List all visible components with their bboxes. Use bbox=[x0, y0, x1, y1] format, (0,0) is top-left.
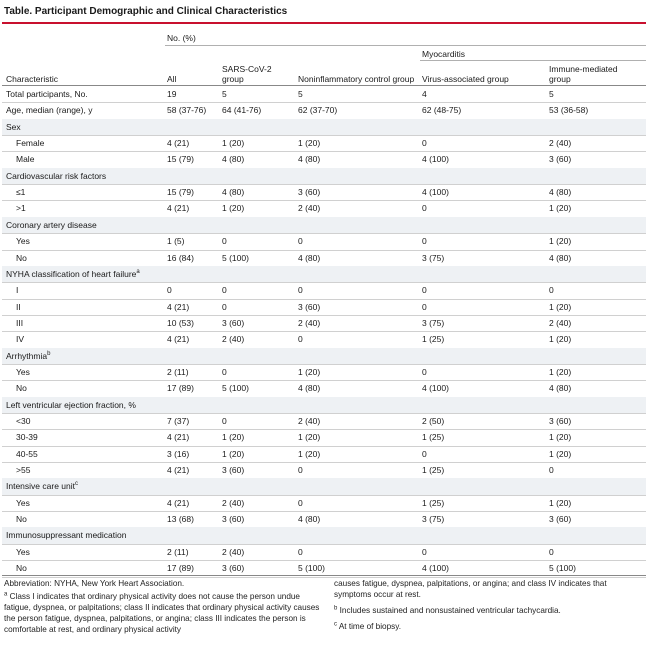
table-cell: 4 (21) bbox=[167, 334, 190, 345]
table-cell: 5 bbox=[549, 89, 554, 99]
section-label: Arrhythmia$^b$ bbox=[6, 350, 51, 361]
table-cell: 0 bbox=[422, 448, 427, 459]
section-row-bg bbox=[2, 348, 646, 364]
section-row-bg bbox=[2, 217, 646, 233]
table-cell: 2 (50) bbox=[422, 416, 445, 426]
footnote-marker: b bbox=[47, 350, 51, 357]
row-label: No bbox=[16, 383, 27, 394]
table-cell: 2 (40) bbox=[222, 334, 245, 345]
row-label: Male bbox=[16, 154, 35, 165]
row-divider bbox=[2, 511, 646, 512]
table-cell: 0 bbox=[422, 366, 427, 377]
row-label: Age, median (range), y bbox=[6, 105, 93, 116]
table-cell: 1 (20) bbox=[298, 448, 321, 459]
footnote-c: $^c$ At time of biopsy. bbox=[334, 621, 402, 631]
table-cell: 62 (37-70) bbox=[298, 105, 338, 116]
row-divider bbox=[2, 151, 646, 152]
row-divider bbox=[2, 135, 646, 136]
table-cell: 3 (60) bbox=[298, 187, 321, 198]
table-cell: 1 (20) bbox=[222, 138, 245, 149]
table-cell: 13 (68) bbox=[167, 514, 194, 525]
row-label: Total participants, No. bbox=[6, 89, 88, 99]
row-divider bbox=[2, 315, 646, 316]
row-label: >1 bbox=[16, 203, 26, 214]
table-cell: 4 (21) bbox=[167, 301, 190, 312]
table-cell: 1 (20) bbox=[549, 236, 572, 247]
table-cell: 62 (48-75) bbox=[422, 105, 462, 116]
table-cell: 1 (5) bbox=[167, 236, 185, 247]
header-sars: SARS-CoV-2 group bbox=[222, 64, 272, 84]
footnote-marker: c bbox=[74, 481, 78, 488]
table-cell: 1 (25) bbox=[422, 497, 445, 508]
table-cell: 3 (60) bbox=[298, 301, 321, 312]
table-cell: 1 (20) bbox=[549, 432, 572, 443]
table-cell: 3 (75) bbox=[422, 317, 445, 328]
table-cell: 4 (21) bbox=[167, 138, 190, 149]
table-cell: 3 (16) bbox=[167, 448, 190, 459]
table-cell: 4 (80) bbox=[549, 187, 572, 198]
table-cell: 0 bbox=[222, 301, 227, 312]
table-cell: 3 (60) bbox=[549, 416, 572, 426]
table-cell: 0 bbox=[549, 285, 554, 296]
table-cell: 4 (80) bbox=[549, 383, 572, 394]
table-cell: 1 (20) bbox=[298, 138, 321, 149]
row-divider bbox=[2, 380, 646, 381]
section-label: Cardiovascular risk factors bbox=[6, 170, 107, 181]
row-label: Female bbox=[16, 138, 45, 149]
table-cell: 2 (40) bbox=[222, 497, 245, 508]
table-cell: 0 bbox=[422, 285, 427, 296]
footnote-abbreviation: Abbreviation: NYHA, New York Heart Association. bbox=[4, 579, 185, 588]
row-label: ≤1 bbox=[16, 187, 26, 198]
table-cell: 4 (80) bbox=[222, 154, 245, 165]
row-label: Yes bbox=[16, 366, 30, 377]
row-divider bbox=[2, 429, 646, 430]
table-cell: 17 (89) bbox=[167, 563, 194, 574]
row-label: >55 bbox=[16, 465, 31, 476]
table-cell: 0 bbox=[298, 497, 303, 508]
footnote-a-continued: causes fatigue, dyspnea, palpitations, or angina; and class IV indicates that symptoms occur at rest. bbox=[334, 579, 607, 599]
table-cell: 4 (100) bbox=[422, 154, 449, 165]
footnote-a: $^a$ Class I indicates that ordinary physical activity does not cause the person undue fatigue, dyspnea, or palpitations; class II indicates that ordinary physical activity causes the person fatigue, dyspnea, palpitations, or angina; class III indicates the person is comfortable at rest, and ordinary physical activity bbox=[4, 591, 320, 634]
row-label: Yes bbox=[16, 546, 30, 557]
table-cell: 64 (41-76) bbox=[222, 105, 262, 116]
row-label: II bbox=[16, 301, 21, 312]
table-title: Table. Participant Demographic and Clinical Characteristics bbox=[4, 6, 288, 17]
table-cell: 4 (21) bbox=[167, 497, 190, 508]
row-divider bbox=[2, 299, 646, 300]
table-cell: 16 (84) bbox=[167, 252, 194, 263]
row-label: Yes bbox=[16, 497, 30, 508]
row-divider bbox=[2, 560, 646, 561]
table-cell: 0 bbox=[298, 236, 303, 247]
header-myocarditis: Myocarditis bbox=[422, 49, 465, 59]
table-cell: 0 bbox=[298, 334, 303, 345]
table-cell: 5 bbox=[298, 89, 303, 99]
table-cell: 0 bbox=[422, 301, 427, 312]
table-cell: 5 (100) bbox=[549, 563, 576, 574]
row-label: IV bbox=[16, 334, 25, 345]
table-cell: 1 (20) bbox=[549, 366, 572, 377]
table-cell: 4 (80) bbox=[222, 187, 245, 198]
table-cell: 1 (25) bbox=[422, 432, 445, 443]
table-cell: 5 bbox=[222, 89, 227, 99]
footnote-b: $^b$ Includes sustained and nonsustained ventricular tachycardia. bbox=[334, 605, 561, 615]
table-cell: 17 (89) bbox=[167, 383, 194, 394]
table-cell: 3 (60) bbox=[222, 465, 245, 476]
row-divider bbox=[2, 200, 646, 201]
row-divider bbox=[2, 495, 646, 496]
table-cell: 3 (60) bbox=[222, 514, 245, 525]
table-cell: 5 (100) bbox=[222, 252, 249, 263]
table-cell: 1 (20) bbox=[298, 366, 321, 377]
table-cell: 4 (100) bbox=[422, 187, 449, 198]
row-divider bbox=[2, 250, 646, 251]
section-label: Immunosuppressant medication bbox=[6, 530, 127, 541]
table-cell: 1 (20) bbox=[222, 203, 245, 214]
table-cell: 1 (20) bbox=[222, 432, 245, 443]
table-cell: 15 (79) bbox=[167, 154, 194, 165]
table-cell: 15 (79) bbox=[167, 187, 194, 198]
table-cell: 19 bbox=[167, 89, 177, 99]
table-cell: 0 bbox=[222, 236, 227, 247]
row-divider bbox=[2, 544, 646, 545]
table-cell: 0 bbox=[222, 416, 227, 426]
table-cell: 1 (20) bbox=[549, 448, 572, 459]
table-cell: 4 (21) bbox=[167, 465, 190, 476]
row-label: I bbox=[16, 285, 19, 296]
table-cell: 4 (80) bbox=[298, 154, 321, 165]
table-cell: 5 (100) bbox=[298, 563, 325, 574]
row-label: Yes bbox=[16, 236, 30, 247]
row-label: <30 bbox=[16, 416, 31, 426]
section-label: Coronary artery disease bbox=[6, 219, 97, 230]
table-cell: 0 bbox=[222, 366, 227, 377]
table-cell: 2 (11) bbox=[167, 366, 189, 377]
section-row-bg bbox=[2, 119, 646, 135]
table-cell: 2 (11) bbox=[167, 546, 189, 557]
row-divider bbox=[2, 282, 646, 283]
table-cell: 3 (60) bbox=[549, 154, 572, 165]
table-cell: 4 (80) bbox=[549, 252, 572, 263]
table-cell: 0 bbox=[222, 285, 227, 296]
table-cell: 4 (80) bbox=[298, 514, 321, 525]
table-cell: 1 (20) bbox=[298, 432, 321, 443]
table-cell: 1 (25) bbox=[422, 334, 445, 345]
table-cell: 1 (25) bbox=[422, 465, 445, 476]
table-cell: 1 (20) bbox=[549, 301, 572, 312]
row-label: No bbox=[16, 252, 27, 263]
table-cell: 53 (36-58) bbox=[549, 105, 589, 116]
row-label: III bbox=[16, 317, 24, 328]
header-immune: Immune-mediated group bbox=[549, 64, 618, 84]
table-cell: 4 (100) bbox=[422, 563, 449, 574]
row-label: 40-55 bbox=[16, 448, 38, 459]
header-no-pct: No. (%) bbox=[167, 33, 196, 43]
section-label: Left ventricular ejection fraction, % bbox=[6, 399, 136, 410]
table-cell: 0 bbox=[422, 236, 427, 247]
table-cell: 2 (40) bbox=[549, 138, 572, 149]
table-bottom-rule bbox=[2, 575, 646, 576]
table-cell: 10 (53) bbox=[167, 317, 194, 328]
title-rule bbox=[2, 22, 646, 24]
header-no-pct-rule bbox=[165, 45, 646, 46]
table-cell: 4 (80) bbox=[298, 252, 321, 263]
table-cell: 2 (40) bbox=[549, 317, 572, 328]
table-cell: 0 bbox=[549, 546, 554, 557]
table-cell: 4 bbox=[422, 89, 427, 99]
table-cell: 3 (60) bbox=[222, 563, 245, 574]
row-label: 30-39 bbox=[16, 432, 38, 443]
table-cell: 0 bbox=[298, 465, 303, 476]
table-cell: 0 bbox=[298, 285, 303, 296]
table-cell: 5 (100) bbox=[222, 383, 249, 394]
table-cell: 4 (21) bbox=[167, 203, 190, 214]
row-divider bbox=[2, 462, 646, 463]
row-label: No bbox=[16, 563, 27, 574]
table-cell: 7 (37) bbox=[167, 416, 190, 426]
header-all: All bbox=[167, 74, 177, 84]
table-cell: 2 (40) bbox=[298, 416, 321, 426]
table-cell: 3 (60) bbox=[222, 317, 245, 328]
row-divider bbox=[2, 413, 646, 414]
table-cell: 4 (100) bbox=[422, 383, 449, 394]
table-cell: 0 bbox=[422, 203, 427, 214]
table-cell: 4 (80) bbox=[298, 383, 321, 394]
table-cell: 0 bbox=[167, 285, 172, 296]
row-divider bbox=[2, 364, 646, 365]
table-cell: 3 (75) bbox=[422, 514, 445, 525]
table-cell: 2 (40) bbox=[222, 546, 245, 557]
table-cell: 0 bbox=[549, 465, 554, 476]
table-cell: 0 bbox=[422, 546, 427, 557]
section-label: Intensive care unit$^c$ bbox=[6, 481, 78, 492]
table-cell: 0 bbox=[422, 138, 427, 149]
row-divider bbox=[2, 184, 646, 185]
row-divider bbox=[2, 331, 646, 332]
section-row-bg bbox=[2, 478, 646, 494]
table-cell: 58 (37-76) bbox=[167, 105, 207, 116]
section-label: Sex bbox=[6, 121, 21, 132]
header-virus: Virus-associated group bbox=[422, 74, 509, 84]
table-cell: 1 (20) bbox=[222, 448, 245, 459]
table-cell: 1 (20) bbox=[549, 203, 572, 214]
header-noninflammatory: Noninflammatory control group bbox=[298, 74, 415, 84]
table-cell: 3 (75) bbox=[422, 252, 445, 263]
section-label: NYHA classification of heart failure$^a$ bbox=[6, 268, 140, 279]
table-cell: 0 bbox=[298, 546, 303, 557]
row-divider bbox=[2, 446, 646, 447]
table-cell: 1 (20) bbox=[549, 334, 572, 345]
table-cell: 4 (21) bbox=[167, 432, 190, 443]
header-myocarditis-rule bbox=[420, 60, 646, 61]
header-characteristic: Characteristic bbox=[6, 74, 58, 84]
table-cell: 1 (20) bbox=[549, 497, 572, 508]
row-divider bbox=[2, 102, 646, 103]
row-label: No bbox=[16, 514, 27, 525]
header-bottom-rule bbox=[2, 85, 646, 86]
table-cell: 2 (40) bbox=[298, 203, 321, 214]
table-cell: 2 (40) bbox=[298, 317, 321, 328]
table-cell: 3 (60) bbox=[549, 514, 572, 525]
footnote-marker: a bbox=[136, 269, 140, 276]
row-divider bbox=[2, 233, 646, 234]
